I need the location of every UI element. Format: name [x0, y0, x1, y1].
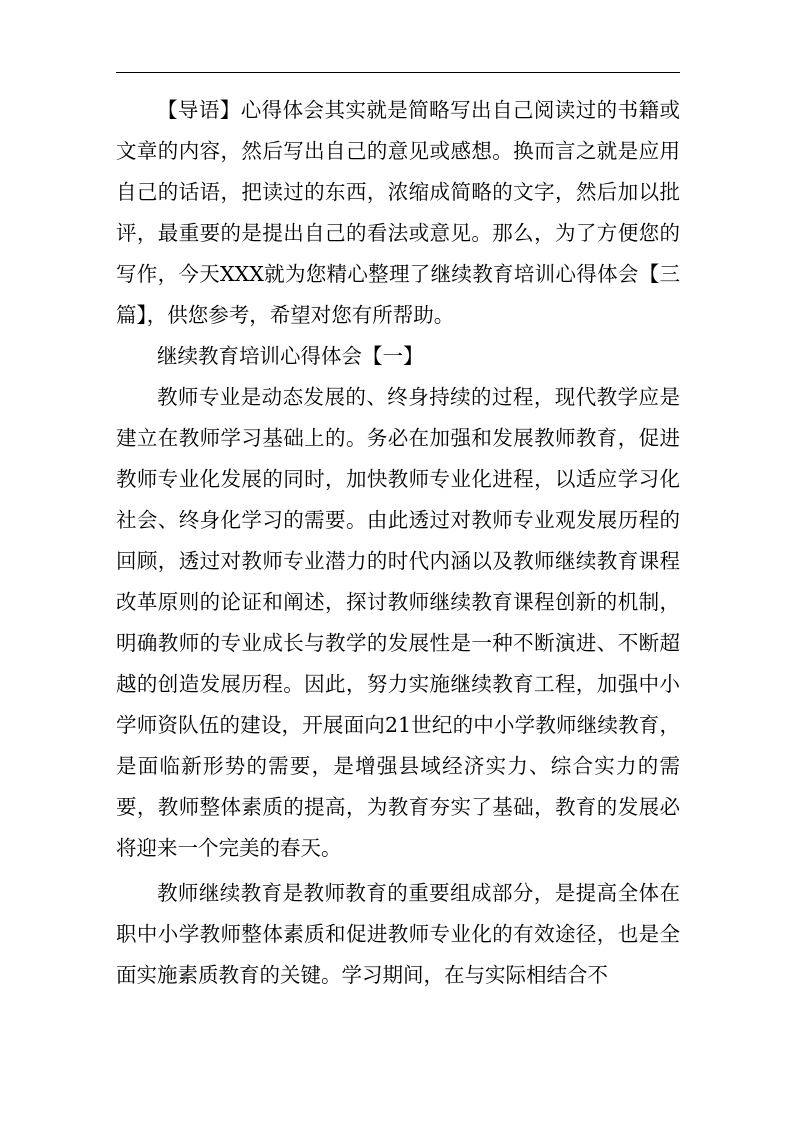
document-body [116, 90, 680, 996]
intro-paragraph: 【导语】心得体会其实就是简略写出自己阅读过的书籍或文章的内容，然后写出自己的意见或感想。换而言之就是应用自己的话语，把读过的东西，浓缩成简略的文字，然后加以批评，最重要的是提出自己的看法或意见。那么，为了方便您的写作，今天XXX就为您精心整理了继续教育培训心得体会【三篇】，供您参考，希望对您有所帮助。 [116, 98, 680, 327]
body-paragraph: 教师继续教育是教师教育的重要组成部分，是提高全体在职中小学教师整体素质和促进教师专业化的有效途径，也是全面实施素质教育的关键。学习期间，在与实际相结合不 [116, 881, 680, 987]
section-heading: 继续教育培训心得体会【一】 [157, 344, 424, 368]
body-paragraph: 教师专业是动态发展的、终身持续的过程，现代教学应是建立在教师学习基础上的。务必在加强和发展教师教育，促进教师专业化发展的同时，加快教师专业化进程，以适应学习化社会、终身化学习的需要。由此透过对教师专业观发展历程的回顾，透过对教师专业潜力的时代内涵以及教师继续教育课程改革原则的论证和阐述，探讨教师继续教育课程创新的机制，明确教师的专业成长与教学的发展性是一种不断演进、不断超越的创造发展历程。因此，努力实施继续教育工程，加强中小学师资队伍的建设，开展面向21世纪的中小学教师继续教育，是面临新形势的需要，是增强县域经济实力、综合实力的需要，教师整体素质的提高，为教育夯实了基础，教育的发展必将迎来一个完美的春天。 [116, 385, 680, 860]
header-rule [116, 72, 680, 73]
